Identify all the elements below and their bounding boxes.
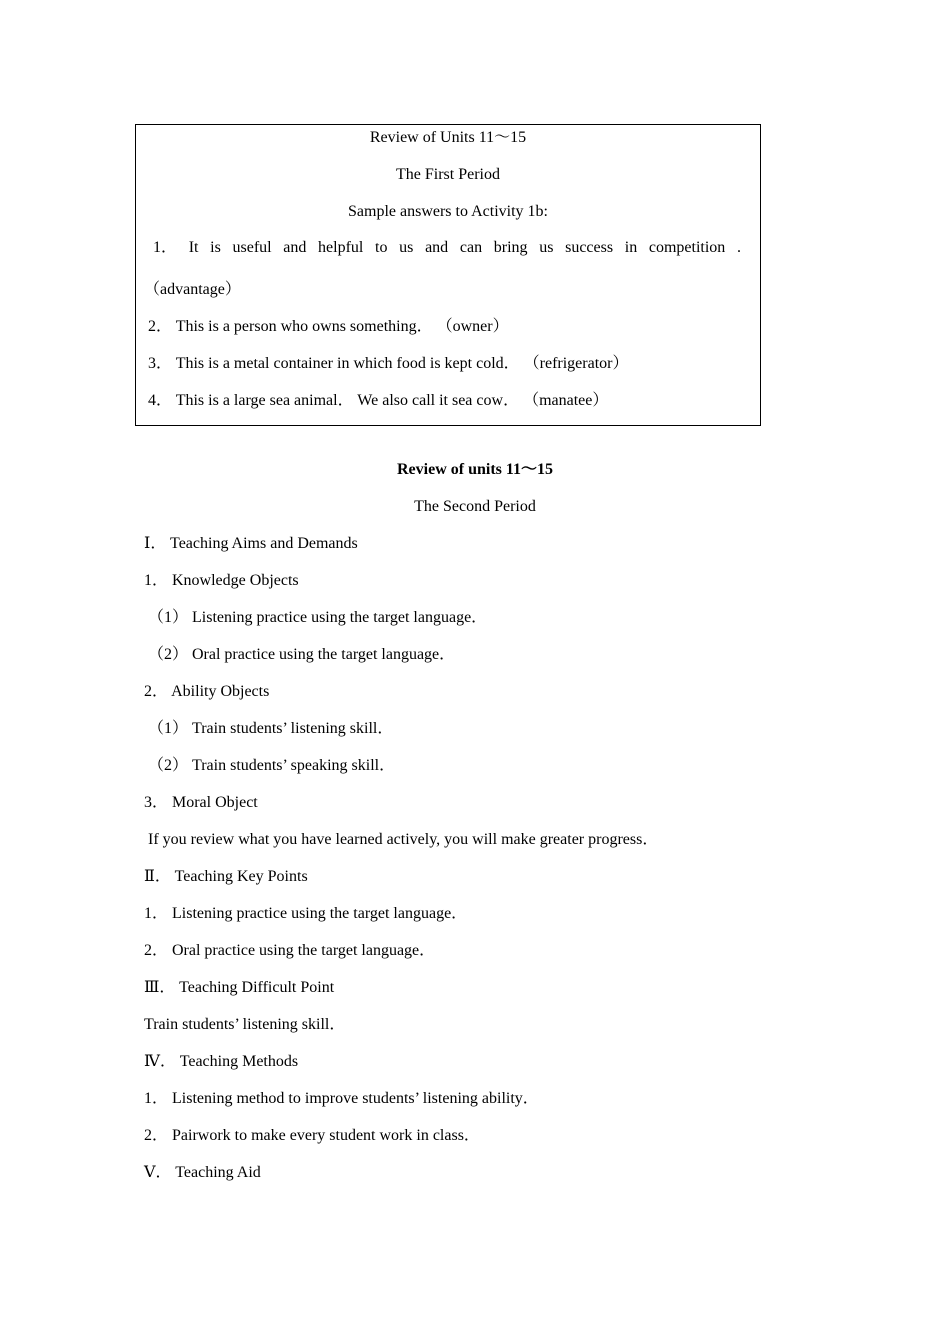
item1-word: competition [648,239,726,256]
list-item: （1） Listening practice using the target language． [148,609,488,626]
subsection-heading: 2． Ability Objects [144,683,270,700]
item1-word: is [210,239,221,256]
item1-word: . [736,239,741,256]
item1-word: success [565,239,614,256]
list-item: 2． Pairwork to make every student work in class． [144,1127,480,1144]
item1-word: and [283,239,307,256]
section-heading: Ⅲ． Teaching Difficult Point [144,979,335,996]
section-heading: Ⅱ． Teaching Key Points [144,868,308,885]
box-period: The First Period [396,166,500,183]
section-heading: Ⅳ． Teaching Methods [144,1053,299,1070]
item1-word: 1． [153,239,178,256]
list-item: （2） Train students’ speaking skill． [148,757,396,774]
list-item: 1． Listening method to improve students’ listening ability． [144,1090,539,1107]
section-heading: Ⅰ． Teaching Aims and Demands [144,535,358,552]
box-item-1-continued: （advantage） [144,281,241,298]
second-period: The Second Period [414,498,536,515]
item1-word: us [399,239,414,256]
box-item-3: 3． This is a metal container in which food is kept cold． （refrigerator） [148,355,629,372]
paragraph: Train students’ listening skill． [144,1016,346,1033]
box-item-4: 4． This is a large sea animal． We also call it sea cow． （manatee） [148,392,609,409]
subsection-heading: 3． Moral Object [144,794,258,811]
box-item-1 [153,238,741,258]
item1-word: useful [232,239,272,256]
item1-word: us [539,239,554,256]
item1-word: to [375,239,388,256]
paragraph: If you review what you have learned actively, you will make greater progress． [148,831,659,848]
item1-word: helpful [318,239,364,256]
second-title: Review of units 11～15 [396,461,553,478]
subsection-heading: 1． Knowledge Objects [144,572,299,589]
item1-word: and [425,239,449,256]
list-item: 1． Listening practice using the target language． [144,905,468,922]
list-item: （2） Oral practice using the target language． [148,646,456,663]
box-subtitle: Sample answers to Activity 1b: [348,203,548,220]
box-title: Review of Units 11～15 [369,129,527,146]
item1-word: can [459,239,483,256]
list-item: 2． Oral practice using the target language． [144,942,436,959]
item1-word: It [188,239,199,256]
item1-word: bring [493,239,528,256]
item1-word: in [624,239,638,256]
section-heading: Ⅴ． Teaching Aid [144,1164,261,1181]
list-item: （1） Train students’ listening skill． [148,720,394,737]
box-item-2: 2． This is a person who owns something． （owner） [148,318,509,335]
